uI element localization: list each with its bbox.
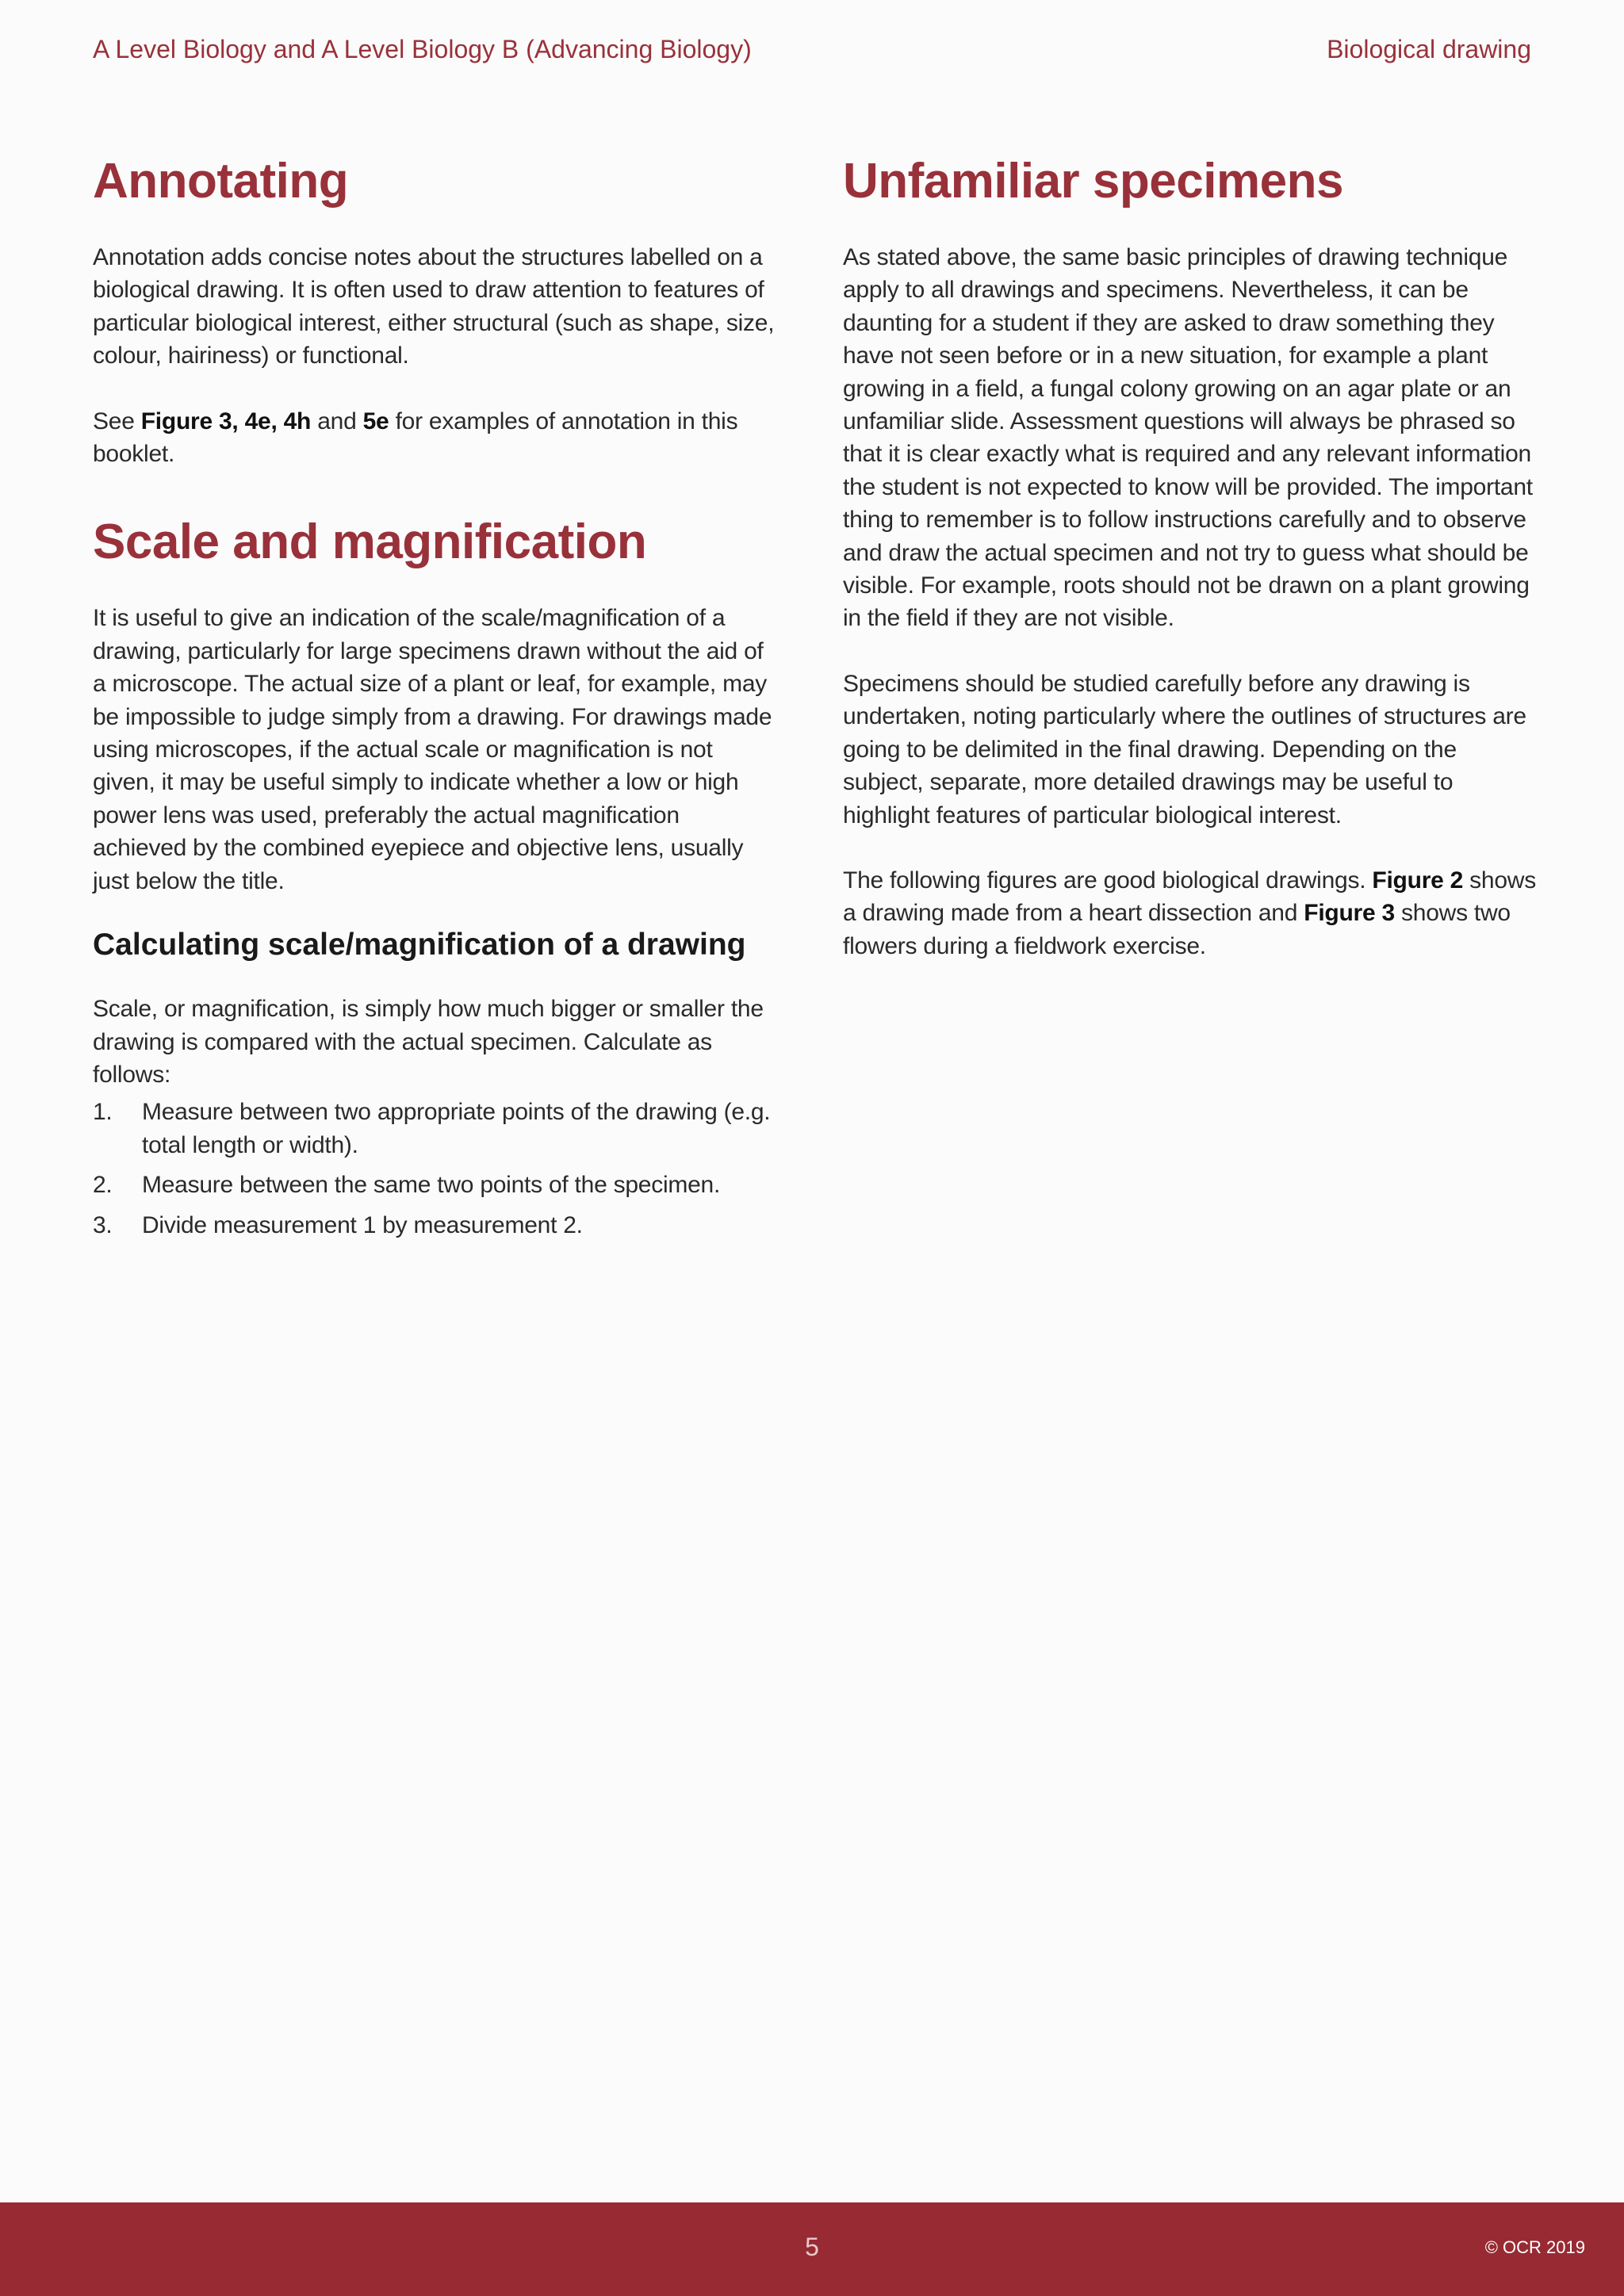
annotating-p2-pre: See	[93, 408, 141, 434]
scale-heading: Scale and magnification	[93, 515, 647, 570]
copyright-notice: © OCR 2019	[1484, 2237, 1585, 2257]
figure-reference-bold: Figure 2	[1372, 867, 1464, 894]
list-item-text: Measure between the same two points of the specimen.	[142, 1172, 721, 1199]
scale-paragraph-2: Scale, or magnification, is simply how much bigger or smaller the drawing is compared with the actual specimen. Calculate as follows:	[93, 996, 764, 1088]
figure-reference-bold: 5e	[362, 408, 389, 434]
unfamiliar-p3-pre: The following figures are good biological drawings.	[843, 867, 1373, 894]
unfamiliar-paragraph-2: Specimens should be studied carefully before any drawing is undertaken, noting particularly where the outlines of structures are going to be delimited in the final drawing. Depending on the subject, separate, more detailed drawings may be useful to highlight features of particular biological interest.	[843, 670, 1526, 828]
unfamiliar-p3-mid: shows a drawing made from a heart dissection and	[843, 867, 1536, 927]
right-column	[843, 151, 1537, 962]
list-item	[93, 1209, 775, 1242]
annotating-paragraph-2	[93, 405, 775, 471]
unfamiliar-paragraph-1: As stated above, the same basic principles of drawing technique apply to all drawings and specimens. Nevertheless, it can be daunting for a student if they are asked to draw something they have not seen before or in a new situation, for example a plant growing in a field, a fungal colony growing on an agar plate or an unfamiliar slide. Assessment questions will always be phrased so that it is clear exactly what is required and any relevant information the student is not expected to know will be provided. The important thing to remember is to follow instructions carefully and to observe and draw the actual specimen and not try to guess what should be visible. For example, roots should not be drawn on a plant growing in the field if they are not visible.	[843, 244, 1533, 632]
annotating-p2-post: for examples of annotation in this booklet.	[93, 408, 738, 468]
unfamiliar-heading: Unfamiliar specimens	[843, 154, 1343, 209]
annotating-p2-mid: and	[311, 408, 363, 434]
list-item-text: Divide measurement 1 by measurement 2.	[142, 1211, 583, 1238]
unfamiliar-paragraph-3	[843, 864, 1537, 962]
running-header-title: A Level Biology and A Level Biology B (Advancing Biology)	[93, 35, 752, 63]
list-item	[93, 1096, 775, 1161]
calculating-subheading: Calculating scale/magnification of a drawing	[93, 928, 746, 962]
unfamiliar-p3-post: shows two flowers during a fieldwork exercise.	[843, 900, 1511, 959]
list-item	[93, 1169, 775, 1201]
running-header-section: Biological drawing	[1327, 35, 1531, 63]
annotating-paragraph-1: Annotation adds concise notes about the structures labelled on a biological drawing. It is often used to draw attention to features of particular biological interest, either structural (such as shape, size, colour, hairiness) or functional.	[93, 244, 775, 369]
page-number: 5	[805, 2233, 819, 2261]
figure-reference-bold: Figure 3	[1304, 900, 1395, 927]
steps-list	[93, 1096, 775, 1242]
list-item-number: 3.	[93, 1211, 113, 1238]
footer-bar	[0, 2202, 1624, 2296]
annotating-heading: Annotating	[93, 154, 349, 209]
list-item-text: Measure between two appropriate points of the drawing (e.g. total length or width).	[142, 1099, 771, 1158]
scale-paragraph-1: It is useful to give an indication of the scale/magnification of a drawing, particularly for large specimens drawn without the aid of a microscope. The actual size of a plant or leaf, for example, may be impossible to judge simply from a drawing. For drawings made using microscopes, if the actual scale or magnification is not given, it may be useful simply to indicate whether a low or high power lens was used, preferably the actual magnification achieved by the combined eyepiece and objective lens, usually just below the title.	[93, 605, 772, 894]
list-item-number: 1.	[93, 1099, 113, 1126]
list-item-number: 2.	[93, 1172, 113, 1199]
figure-reference-bold: Figure 3, 4e, 4h	[140, 408, 312, 434]
left-column	[93, 151, 775, 1242]
